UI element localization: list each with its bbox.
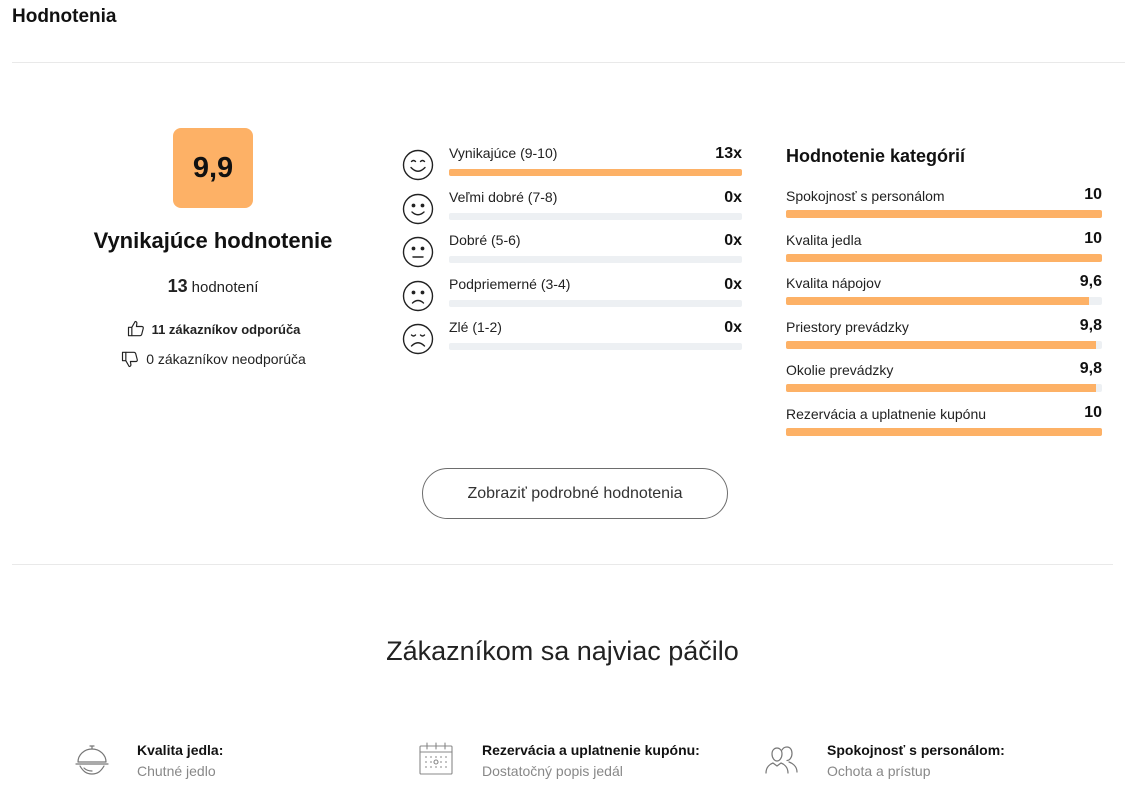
review-count-number: 13 — [167, 276, 188, 296]
dist-row-bad — [402, 319, 742, 363]
category-value: 9,6 — [1079, 273, 1102, 291]
dist-bar-track — [449, 300, 742, 307]
category-bar-track — [786, 384, 1102, 392]
category-label: Kvalita nápojov — [786, 275, 881, 292]
dist-row-very-good — [402, 189, 742, 233]
liked-item-name: Rezervácia a uplatnenie kupónu: — [482, 742, 700, 758]
dist-label: Vynikajúce (9-10) — [449, 145, 558, 161]
category-row — [786, 273, 1102, 317]
category-label: Okolie prevádzky — [786, 362, 894, 379]
recommendations — [60, 319, 366, 369]
rating-title: Vynikajúce hodnotenie — [93, 228, 333, 253]
dist-bar-track — [449, 256, 742, 263]
rating-distribution — [402, 145, 742, 363]
dist-label: Zlé (1-2) — [449, 319, 502, 335]
very-happy-face-icon — [402, 149, 434, 181]
dist-label: Veľmi dobré (7-8) — [449, 188, 558, 205]
category-bar-track — [786, 254, 1102, 262]
category-row — [786, 404, 1102, 448]
category-bar-track — [786, 297, 1102, 305]
category-value: 9,8 — [1079, 316, 1102, 334]
category-row — [786, 317, 1102, 361]
food-cloche-icon — [73, 740, 111, 778]
liked-item-desc: Dostatočný popis jedál — [482, 763, 623, 779]
calendar-icon — [418, 740, 456, 778]
review-count — [60, 276, 366, 297]
dist-bar-track — [449, 213, 742, 220]
category-ratings — [786, 144, 1102, 448]
page-title: Hodnotenia — [12, 6, 117, 27]
very-sad-face-icon — [402, 323, 434, 355]
liked-item-food — [73, 740, 403, 784]
liked-item-name: Spokojnosť s personálom: — [827, 742, 1005, 758]
category-label: Rezervácia a uplatnenie kupónu — [786, 405, 987, 422]
liked-item-reservation — [418, 740, 748, 784]
dist-count: 0x — [724, 275, 742, 293]
category-bar-track — [786, 341, 1102, 349]
category-bar-track — [786, 210, 1102, 218]
smile-face-icon — [402, 193, 434, 225]
score-badge: 9,9 — [173, 128, 253, 208]
dist-label: Dobré (5-6) — [449, 232, 521, 248]
liked-item-staff — [763, 740, 1093, 784]
header-divider — [12, 62, 1125, 63]
dist-row-below-average — [402, 276, 742, 320]
category-bar-fill — [786, 297, 1089, 305]
thumbs-down-icon — [120, 349, 140, 369]
review-count-label: hodnotení — [191, 279, 259, 296]
category-bar-fill — [786, 254, 1102, 262]
category-bar-fill — [786, 210, 1102, 218]
dist-count: 13x — [715, 145, 742, 162]
dist-bar-track — [449, 169, 742, 176]
category-label: Kvalita jedla — [786, 231, 862, 248]
liked-item-desc: Chutné jedlo — [137, 763, 216, 779]
people-icon — [763, 740, 801, 778]
category-value: 10 — [1084, 186, 1102, 203]
category-bar-fill — [786, 341, 1096, 349]
category-ratings-title: Hodnotenie kategórií — [786, 146, 966, 166]
category-bar-track — [786, 428, 1102, 436]
section-divider — [12, 564, 1113, 565]
dist-bar-track — [449, 343, 742, 350]
liked-section-title: Zákazníkom sa najviac páčilo — [386, 636, 739, 666]
category-label: Priestory prevádzky — [786, 318, 909, 335]
liked-item-name: Kvalita jedla: — [137, 742, 224, 758]
category-value: 10 — [1084, 403, 1102, 421]
rating-summary — [60, 128, 366, 369]
not-recommend-row — [120, 349, 306, 369]
category-value: 9,8 — [1079, 360, 1102, 378]
dist-bar-fill — [449, 169, 742, 176]
category-label: Spokojnosť s personálom — [786, 188, 945, 204]
category-row — [786, 186, 1102, 230]
thumbs-up-icon — [126, 319, 146, 339]
dist-count: 0x — [724, 319, 742, 336]
neutral-face-icon — [402, 236, 434, 268]
category-bar-fill — [786, 384, 1096, 392]
dist-row-excellent — [402, 145, 742, 189]
sad-face-icon — [402, 280, 434, 312]
dist-row-good — [402, 232, 742, 276]
recommend-row — [126, 319, 301, 339]
liked-item-desc: Ochota a prístup — [827, 763, 931, 779]
category-row — [786, 230, 1102, 274]
category-bar-fill — [786, 428, 1102, 436]
dist-count: 0x — [724, 232, 742, 249]
recommend-text: 11 zákazníkov odporúča — [151, 321, 301, 337]
category-row — [786, 360, 1102, 404]
dist-count: 0x — [724, 188, 742, 206]
dist-label: Podpriemerné (3-4) — [449, 275, 571, 292]
not-recommend-text: 0 zákazníkov neodporúča — [146, 351, 306, 367]
category-value: 10 — [1084, 229, 1102, 247]
show-detailed-ratings-button[interactable]: Zobraziť podrobné hodnotenia — [422, 468, 728, 519]
